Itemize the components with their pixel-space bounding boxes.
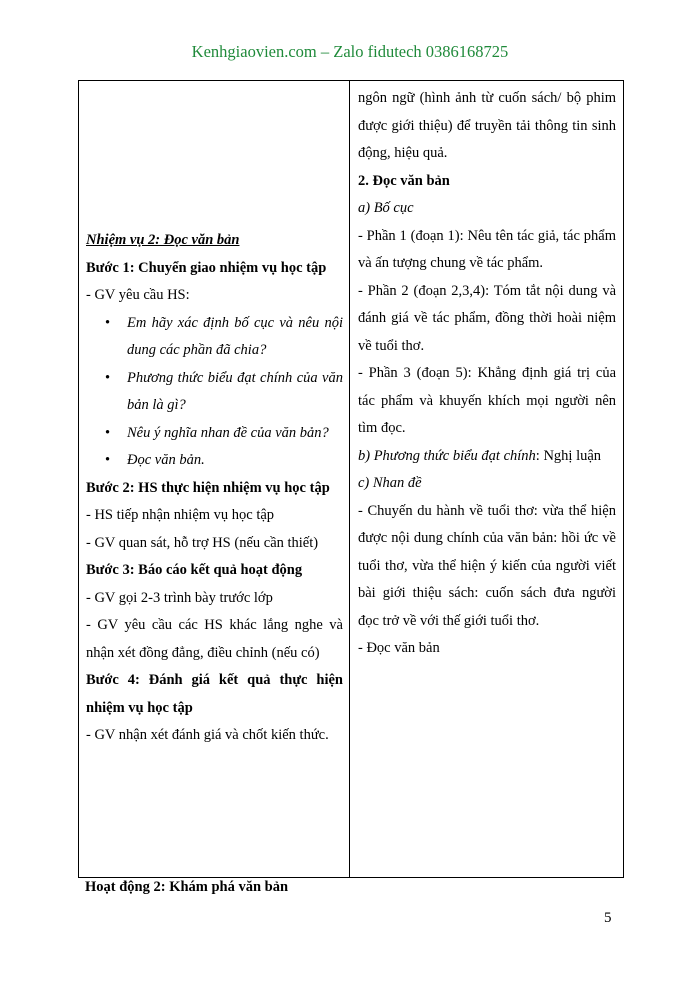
step3-title: Bước 3: Báo cáo kết quả hoạt động xyxy=(86,562,303,578)
page-number: 5 xyxy=(604,910,612,926)
section-title: 2. Đọc văn bản xyxy=(358,172,450,189)
step3-line: - GV gọi 2-3 trình bày trước lớp xyxy=(86,589,273,606)
step2-line: - GV quan sát, hỗ trợ HS (nếu cần thiết) xyxy=(86,534,319,551)
sub-a-line: - Phần 2 (đoạn 2,3,4): Tóm tắt nội dung và đánh giá về tác phẩm, đồng thời hoài niệm về tuổi thơ. xyxy=(358,282,616,354)
sub-c-line: - Đọc văn bản xyxy=(358,640,440,656)
task-title: Nhiệm vụ 2: Đọc văn bản xyxy=(86,232,240,248)
continued-text: ngôn ngữ (hình ảnh từ cuốn sách/ bộ phim được giới thiệu) để truyền tải thông tin sinh động, hiệu quả. xyxy=(358,90,616,161)
step2-line: - HS tiếp nhận nhiệm vụ học tập xyxy=(86,507,275,523)
sub-a-line: - Phần 1 (đoạn 1): Nêu tên tác giả, tác phẩm và ấn tượng chung về tác phẩm. xyxy=(358,227,616,271)
bullet-icon: • xyxy=(105,369,111,386)
lesson-table xyxy=(78,80,624,878)
teacher-activity-cell xyxy=(79,81,350,878)
question-list xyxy=(86,310,343,475)
page-header: Kenhgiaovien.com – Zalo fidutech 0386168725 xyxy=(191,42,509,61)
step4-title: Bước 4: Đánh giá kết quả thực hiện nhiệm vụ học tập xyxy=(86,672,343,716)
sub-b-line xyxy=(358,443,616,471)
sub-a-title: a) Bố cục xyxy=(358,200,414,216)
step3-line: - GV yêu cầu các HS khác lắng nghe và nhận xét đồng đẳng, điều chỉnh (nếu có) xyxy=(86,617,343,661)
sub-a-line: - Phần 3 (đoạn 5): Khẳng định giá trị của tác phẩm và khuyến khích mọi người nên tìm đọc. xyxy=(358,365,616,436)
step2-title: Bước 2: HS thực hiện nhiệm vụ học tập xyxy=(86,479,330,496)
list-item: • Đọc văn bản. xyxy=(86,447,343,475)
step1-title: Bước 1: Chuyển giao nhiệm vụ học tập xyxy=(86,259,327,276)
expected-output-cell xyxy=(350,81,624,878)
list-item: • Phương thức biểu đạt chính của văn bản là gì? xyxy=(86,365,343,420)
list-item: • Em hãy xác định bố cục và nêu nội dung các phần đã chia? xyxy=(86,310,343,365)
bullet-icon: • xyxy=(105,314,111,331)
sub-b-value: : Nghị luận xyxy=(535,447,602,464)
step1-intro: - GV yêu cầu HS: xyxy=(86,287,190,303)
step4-line: - GV nhận xét đánh giá và chốt kiến thức. xyxy=(86,727,329,743)
bullet-icon: • xyxy=(105,452,111,468)
list-item: • Nêu ý nghĩa nhan đề của văn bản? xyxy=(86,420,343,448)
bullet-icon: • xyxy=(105,424,111,441)
sub-c-title: c) Nhan đề xyxy=(358,475,422,491)
sub-c-line: - Chuyến du hành về tuổi thơ: vừa thể hiện được nội dung chính của văn bản: hồi ức về tuổi thơ, vừa thể hiện ý kiến của người viết bài giới thiệu sách: cuốn sách đưa người đọc trở về với thế giới tuổi thơ. xyxy=(358,502,616,629)
next-activity-heading: Hoạt động 2: Khám phá văn bản xyxy=(85,879,289,895)
sub-b-label: b) Phương thức biểu đạt chính xyxy=(358,447,536,464)
